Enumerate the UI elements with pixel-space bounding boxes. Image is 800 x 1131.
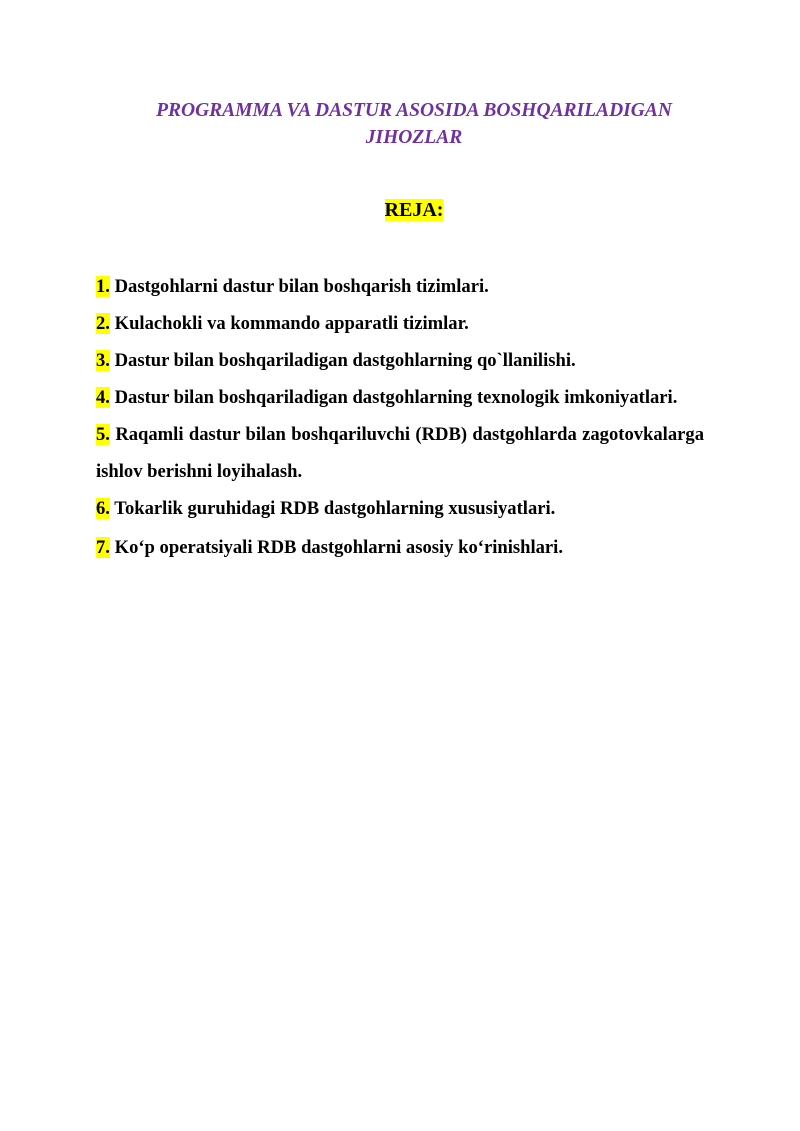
plan-item-text: Dastgohlarni dastur bilan boshqarish tizimlari. <box>114 276 489 297</box>
plan-item-number: 7. <box>96 537 110 558</box>
plan-heading-text: REJA: <box>384 199 444 221</box>
plan-heading <box>96 197 732 223</box>
plan-item-text: Kulachokli va kommando apparatli tizimlar. <box>114 313 469 334</box>
plan-item <box>96 379 704 416</box>
plan-item <box>96 342 704 379</box>
document-title <box>96 97 732 151</box>
plan-item-number: 2. <box>96 313 110 334</box>
plan-item <box>96 305 704 342</box>
title-line-1: PROGRAMMA VA DASTUR ASOSIDA BOSHQARILADIGAN <box>156 100 672 121</box>
plan-item-text: Ko‘p operatsiyali RDB dastgohlarni asosiy ko‘rinishlari. <box>114 537 563 558</box>
plan-item-text: Dastur bilan boshqariladigan dastgohlarning texnologik imkoniyatlari. <box>114 387 678 408</box>
plan-item <box>96 490 704 527</box>
plan-item <box>96 529 704 566</box>
plan-list <box>96 268 704 566</box>
plan-item-number: 3. <box>96 350 110 371</box>
title-line-2: JIHOZLAR <box>365 127 463 148</box>
plan-item <box>96 416 704 490</box>
plan-item <box>96 268 704 305</box>
plan-item-number: 5. <box>96 424 110 445</box>
plan-item-text: Dastur bilan boshqariladigan dastgohlarning qo`llanilishi. <box>114 350 576 371</box>
plan-item-text: Raqamli dastur bilan boshqariluvchi (RDB) dastgohlarda zagotovkalarga ishlov berishni loyihalash. <box>96 424 704 482</box>
plan-item-text: Tokarlik guruhidagi RDB dastgohlarning xususiyatlari. <box>114 498 556 519</box>
plan-item-number: 1. <box>96 276 110 297</box>
plan-item-number: 4. <box>96 387 110 408</box>
plan-item-number: 6. <box>96 498 110 519</box>
